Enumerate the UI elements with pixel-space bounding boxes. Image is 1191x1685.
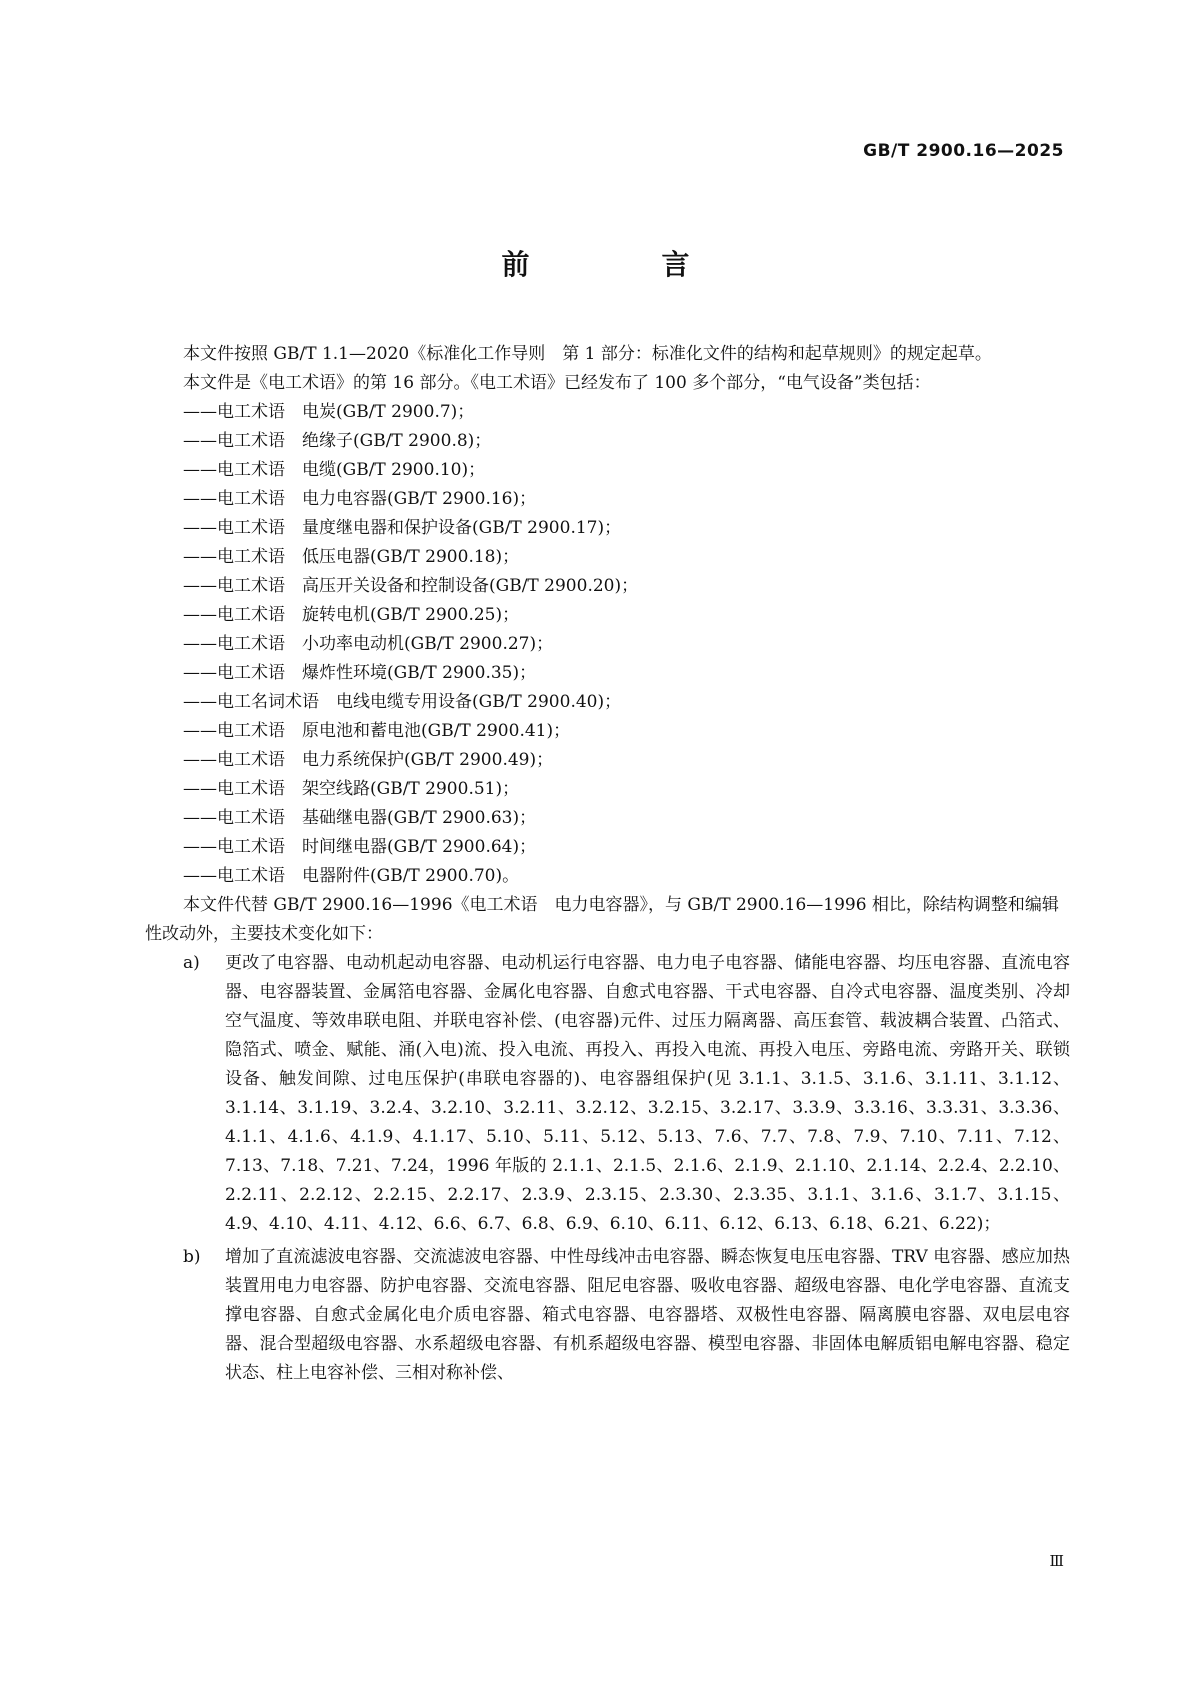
list-item: ——电工术语 架空线路(GB/T 2900.51)； (183, 779, 520, 799)
page-number: Ⅲ (1049, 1552, 1064, 1570)
list-item: ——电工术语 电力电容器(GB/T 2900.16)； (183, 489, 537, 509)
list-item: ——电工术语 爆炸性环境(GB/T 2900.35)； (183, 663, 537, 683)
intro-paragraph-2: 本文件是《电工术语》的第 16 部分。《电工术语》已经发布了 100 多个部分，“电气设备”类包括： (183, 373, 931, 393)
list-item: ——电工术语 基础继电器(GB/T 2900.63)； (183, 808, 537, 828)
list-item: ——电工术语 小功率电动机(GB/T 2900.27)； (183, 634, 554, 654)
parts-list (145, 398, 1070, 891)
item-marker: a) (183, 953, 200, 973)
page-title: 前 言 (501, 248, 742, 281)
change-item (145, 1243, 1070, 1388)
item-marker: b) (183, 1247, 201, 1267)
change-item (145, 949, 1070, 1239)
list-item: ——电工术语 原电池和蓄电池(GB/T 2900.41)； (183, 721, 571, 741)
document-body (145, 340, 1070, 1392)
list-item: ——电工名词术语 电线电缆专用设备(GB/T 2900.40)； (183, 692, 622, 712)
changes-list (145, 949, 1070, 1388)
list-item: ——电工术语 电炭(GB/T 2900.7)； (183, 402, 475, 422)
list-item: ——电工术语 时间继电器(GB/T 2900.64)； (183, 837, 537, 857)
replace-paragraph: 本文件代替 GB/T 2900.16—1996《电工术语 电力电容器》，与 GB/T 2900.16—1996 相比，除结构调整和编辑性改动外，主要技术变化如下： (145, 895, 1059, 944)
change-text: 增加了直流滤波电容器、交流滤波电容器、中性母线冲击电容器、瞬态恢复电压电容器、TRV 电容器、感应加热装置用电力电容器、防护电容器、交流电容器、阻尼电容器、吸收电容器、超级电容器、电化学电容器、直流支撑电容器、自愈式金属化电介质电容器、箱式电容器、电容器塔、双极性电容器、隔离膜电容器、双电层电容器、混合型超级电容器、水系超级电容器、有机系超级电容器、模型电容器、非固体电解质铝电解电容器、稳定状态、柱上电容补偿、三相对称补偿、 (225, 1247, 1070, 1383)
list-item: ——电工术语 低压电器(GB/T 2900.18)； (183, 547, 520, 567)
list-item: ——电工术语 量度继电器和保护设备(GB/T 2900.17)； (183, 518, 622, 538)
list-item: ——电工术语 绝缘子(GB/T 2900.8)； (183, 431, 492, 451)
list-item: ——电工术语 高压开关设备和控制设备(GB/T 2900.20)； (183, 576, 639, 596)
change-text: 更改了电容器、电动机起动电容器、电动机运行电容器、电力电子电容器、储能电容器、均压电容器、直流电容器、电容器装置、金属箔电容器、金属化电容器、自愈式电容器、干式电容器、自冷式电容器、温度类别、冷却空气温度、等效串联电阻、并联电容补偿、(电容器)元件、过压力隔离器、高压套管、载波耦合装置、凸箔式、隐箔式、喷金、赋能、涌(入电)流、投入电流、再投入、再投入电流、再投入电压、旁路电流、旁路开关、联锁设备、触发间隙、过电压保护(串联电容器的)、电容器组保护(见 3.1.1、3.1.5、3.1.6、3.1.11、3.1.12、3.1.14、3.1.19、3.2.4、3.2.10、3.2.11、3.2.12、3.2.15、3.2.17、3.3.9、3.3.16、3.3.31、3.3.36、4.1.1、4.1.6、4.1.9、4.1.17、5.10、5.11、5.12、5.13、7.6、7.7、7.8、7.9、7.10、7.11、7.12、7.13、7.18、7.21、7.24，1996 年版的 2.1.1、2.1.5、2.1.6、2.1.9、2.1.10、2.1.14、2.2.4、2.2.10、2.2.11、2.2.12、2.2.15、2.2.17、2.3.9、2.3.15、2.3.30、2.3.35、3.1.1、3.1.6、3.1.7、3.1.15、4.9、4.10、4.11、4.12、6.6、6.7、6.8、6.9、6.10、6.11、6.12、6.13、6.18、6.21、6.22)； (225, 953, 1070, 1234)
list-item: ——电工术语 旋转电机(GB/T 2900.25)； (183, 605, 520, 625)
list-item: ——电工术语 电力系统保护(GB/T 2900.49)； (183, 750, 554, 770)
intro-paragraph-1: 本文件按照 GB/T 1.1—2020《标准化工作导则 第 1 部分：标准化文件的结构和起草规则》的规定起草。 (183, 344, 992, 364)
list-item: ——电工术语 电器附件(GB/T 2900.70)。 (183, 866, 520, 886)
list-item: ——电工术语 电缆(GB/T 2900.10)； (183, 460, 486, 480)
standard-code: GB/T 2900.16—2025 (863, 141, 1064, 161)
